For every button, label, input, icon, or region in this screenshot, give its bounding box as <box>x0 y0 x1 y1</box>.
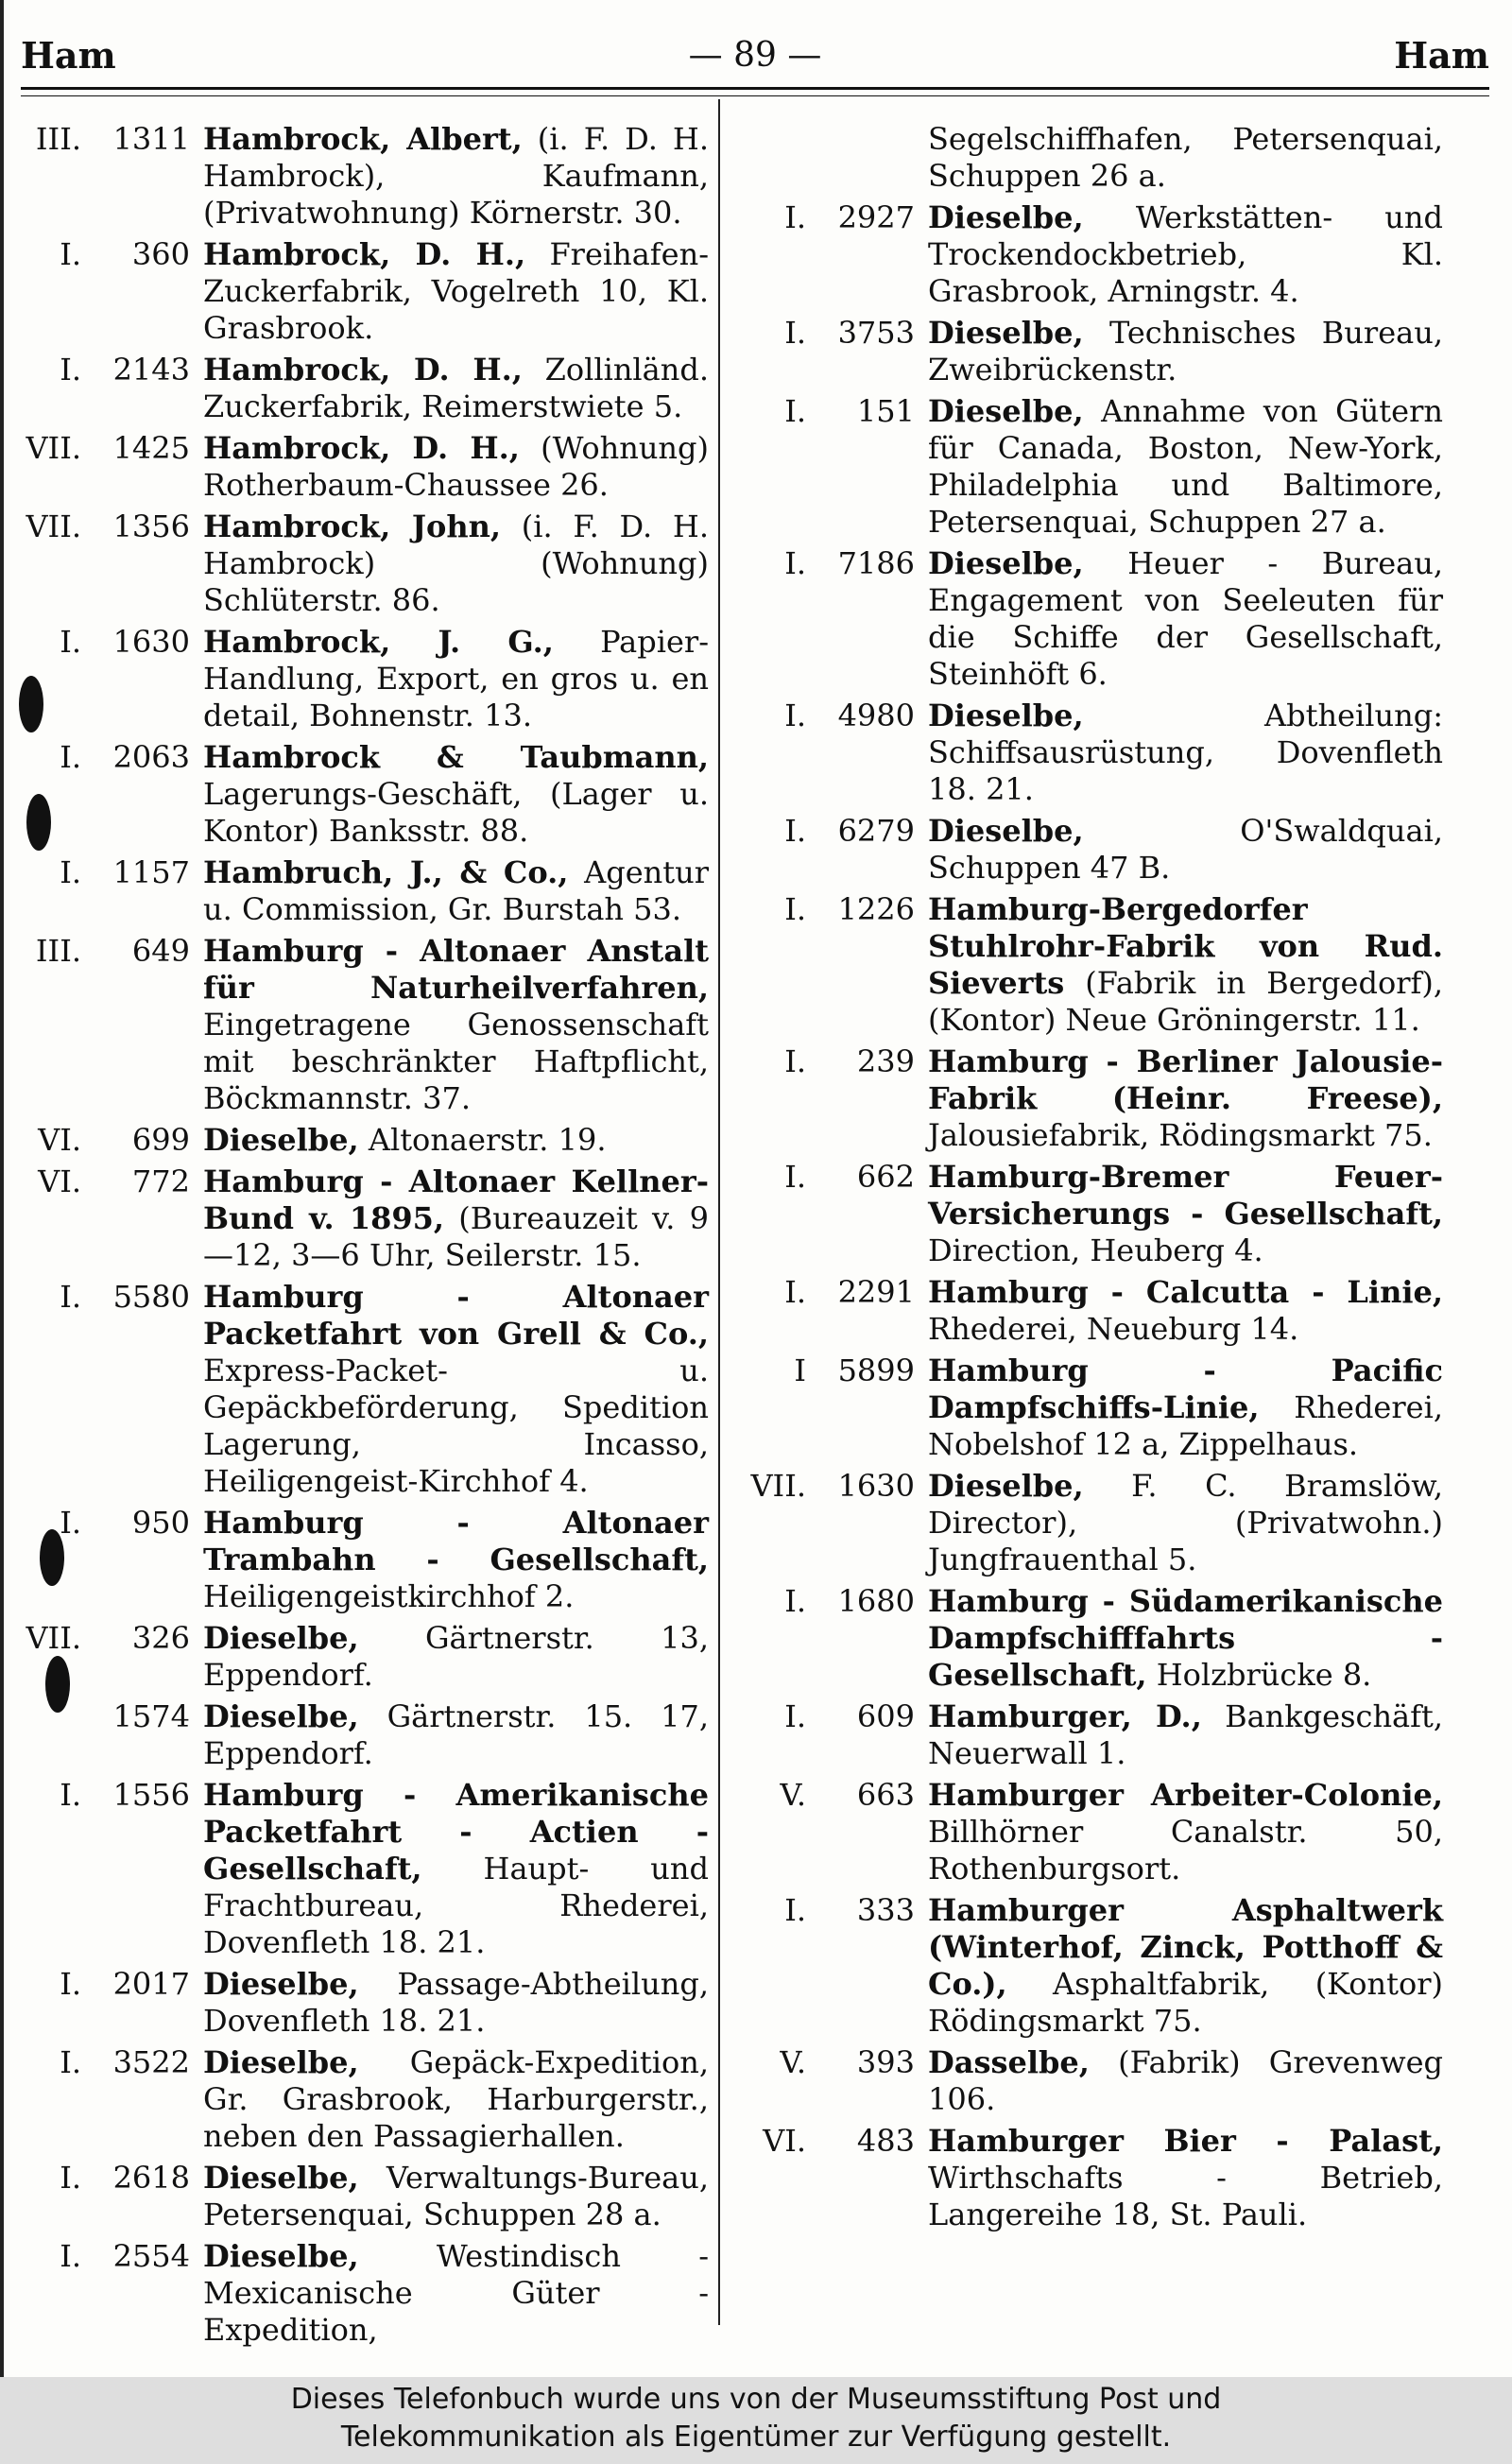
directory-entry <box>17 854 709 928</box>
district-number: I. <box>60 2238 81 2274</box>
entry-text <box>928 121 1443 195</box>
entry-details: (Fabrik in Bergedorf), (Kontor) Neue Gröningerstr. 11. <box>928 965 1443 1038</box>
entry-text <box>203 352 709 425</box>
entry-text <box>203 624 709 734</box>
entry-text <box>203 1122 709 1159</box>
entry-text <box>928 1468 1443 1578</box>
entry-name: Hamburg - Altonaer Trambahn - Gesellschaft, <box>203 1505 709 1577</box>
district-number: I. <box>60 739 81 775</box>
entry-details: (Wohnung) Rotherbaum-Chaussee 26. <box>203 430 710 503</box>
phone-number: 663 <box>856 1777 915 1813</box>
entry-name: Hamburger Asphaltwerk (Winterhof, Zinck, Potthoff & Co.), <box>928 1892 1443 2002</box>
entry-name: Dieselbe, <box>203 1620 359 1656</box>
entry-details: Abtheilung: Schiffsausrüstung, Dovenfleth 18. 21. <box>928 698 1443 807</box>
entry-details: Altonaerstr. 19. <box>358 1122 607 1158</box>
entry-name: Hamburger Arbeiter-Colonie, <box>928 1777 1443 1813</box>
directory-entry <box>17 1505 709 1615</box>
entry-text <box>203 1698 709 1772</box>
entry-name: Dieselbe, <box>928 315 1084 351</box>
entry-name: Hambrock, D. H., <box>203 236 526 272</box>
directory-entry <box>742 1043 1443 1154</box>
footer-line-1: Dieses Telefonbuch wurde uns von der Museumsstiftung Post und <box>290 2383 1222 2416</box>
district-number: I. <box>784 891 806 927</box>
entry-details: Heiligengeistkirchhof 2. <box>203 1578 575 1614</box>
entry-name: Dieselbe, <box>928 1468 1084 1504</box>
entry-name: Dieselbe, <box>928 199 1084 235</box>
footer-line-2: Telekommunikation als Eigentümer zur Verfügung gestellt. <box>340 2421 1172 2454</box>
entry-details: Papier-Handlung, Export, en gros u. en detail, Bohnenstr. 13. <box>203 624 709 733</box>
entry-text <box>203 1163 709 1274</box>
entry-details: Agentur u. Commission, Gr. Burstah 53. <box>203 854 710 927</box>
entry-details: Westindisch - Mexicanische Güter - Expedition, <box>203 2238 709 2348</box>
directory-entry <box>742 813 1443 887</box>
entry-name: Hambrock, John, <box>203 508 502 544</box>
entry-text <box>928 2044 1443 2118</box>
column-separator <box>718 99 720 2325</box>
entry-details: Jalousiefabrik, Rödingsmarkt 75. <box>928 1117 1433 1153</box>
running-head-left: Ham <box>21 33 116 77</box>
district-number: I. <box>784 1583 806 1619</box>
district-number: I. <box>784 315 806 351</box>
entry-text <box>203 854 709 928</box>
entry-text <box>928 891 1443 1039</box>
district-number: I. <box>60 352 81 388</box>
entry-name: Hamburg - Altonaer Packetfahrt von Grell & Co., <box>203 1279 709 1352</box>
entry-name: Hambrock & Taubmann, <box>203 739 709 775</box>
entry-text <box>928 1777 1443 1887</box>
district-number: III. <box>35 933 81 969</box>
directory-entry <box>17 236 709 347</box>
directory-entry <box>17 624 709 734</box>
phone-number: 609 <box>856 1698 915 1734</box>
right-column <box>742 121 1443 2238</box>
entry-text <box>928 1159 1443 1269</box>
entry-name: Hamburg - Südamerikanische Dampfschifffahrts - Gesellschaft, <box>928 1583 1443 1693</box>
phone-number: 151 <box>856 393 915 429</box>
phone-number: 1630 <box>112 624 190 660</box>
district-number: VI. <box>763 2123 806 2159</box>
entry-name: Dieselbe, <box>928 545 1084 581</box>
entry-text <box>203 739 709 850</box>
directory-entry <box>742 2044 1443 2118</box>
entry-details: Holzbrücke 8. <box>1146 1657 1372 1693</box>
entry-details: Haupt- und Frachtbureau, Rhederei, Dovenfleth 18. 21. <box>203 1851 709 1960</box>
entry-name: Hamburger Bier - Palast, <box>928 2123 1443 2159</box>
entry-name: Hamburg - Altonaer Kellner-Bund v. 1895, <box>203 1163 709 1236</box>
entry-name: Hambruch, J., & Co., <box>203 854 569 890</box>
entry-name: Hamburg-Bergedorfer Stuhlrohr-Fabrik von Rud. Sieverts <box>928 891 1443 1001</box>
phone-number: 6279 <box>837 813 915 849</box>
directory-entry <box>17 739 709 850</box>
entry-text <box>928 199 1443 310</box>
district-number: III. <box>35 121 81 157</box>
entry-details: (Bureauzeit v. 9—12, 3—6 Uhr, Seilerstr. 15. <box>203 1200 710 1273</box>
entry-details: Express-Packet- u. Gepäckbeförderung, Spedition Lagerung, Incasso, Heiligengeist-Kirchhof 4. <box>203 1353 709 1499</box>
directory-entry <box>742 1698 1443 1772</box>
district-number: I. <box>784 393 806 429</box>
directory-entry <box>17 1122 709 1159</box>
directory-entry <box>17 1620 709 1694</box>
phone-number: 4980 <box>837 698 915 733</box>
phone-number: 2618 <box>112 2160 190 2196</box>
entry-text <box>203 1966 709 2040</box>
entry-name: Dieselbe, <box>203 2238 359 2274</box>
entry-details: Werkstätten- und Trockendockbetrieb, Kl. Grasbrook, Arningstr. 4. <box>928 199 1443 309</box>
entry-name: Hambrock, J. G., <box>203 624 554 660</box>
entry-name: Hamburg - Altonaer Anstalt für Naturheilverfahren, <box>203 933 709 1006</box>
phone-number: 2291 <box>837 1274 915 1310</box>
entry-name: Hambrock, D. H., <box>203 430 520 466</box>
district-number: VII. <box>26 508 81 544</box>
district-number: I. <box>60 1505 81 1541</box>
directory-entry <box>742 545 1443 693</box>
district-number: VII. <box>26 430 81 466</box>
phone-number: 1574 <box>112 1698 190 1734</box>
directory-entry <box>742 2123 1443 2233</box>
entry-details: Lagerungs-Geschäft, (Lager u. Kontor) Banksstr. 88. <box>203 776 709 849</box>
entry-details: Asphaltfabrik, (Kontor) Rödingsmarkt 75. <box>928 1966 1443 2039</box>
directory-entry <box>742 1159 1443 1269</box>
entry-name: Hambrock, Albert, <box>203 121 523 157</box>
phone-number: 360 <box>131 236 190 272</box>
district-number: I. <box>60 2044 81 2080</box>
district-number: I. <box>784 813 806 849</box>
entry-text <box>928 1043 1443 1154</box>
entry-text <box>203 1620 709 1694</box>
phone-number: 1226 <box>837 891 915 927</box>
phone-number: 950 <box>131 1505 190 1541</box>
district-number: I. <box>784 1274 806 1310</box>
entry-text <box>928 2123 1443 2233</box>
phone-number: 649 <box>131 933 190 969</box>
phone-number: 2063 <box>112 739 190 775</box>
entry-text <box>928 1892 1443 2040</box>
entry-text <box>203 508 709 619</box>
district-number: I. <box>784 545 806 581</box>
entry-details: Freihafen-Zuckerfabrik, Vogelreth 10, Kl. Grasbrook. <box>203 236 709 346</box>
district-number: I. <box>784 1043 806 1079</box>
entry-text <box>928 1353 1443 1463</box>
directory-entry <box>17 1966 709 2040</box>
entry-text <box>203 2238 709 2349</box>
entry-name: Hambrock, D. H., <box>203 352 523 388</box>
entry-details: (i. F. D. H. Hambrock) (Wohnung) Schlüterstr. 86. <box>203 508 710 618</box>
phone-number: 2927 <box>837 199 915 235</box>
entry-details: Direction, Heuberg 4. <box>928 1232 1263 1268</box>
entry-text <box>203 2160 709 2233</box>
entry-text <box>928 315 1443 388</box>
entry-details: O'Swaldquai, Schuppen 47 B. <box>928 813 1443 886</box>
district-number: I. <box>60 854 81 890</box>
phone-number: 1556 <box>112 1777 190 1813</box>
directory-entry <box>17 352 709 425</box>
phone-number: 239 <box>856 1043 915 1079</box>
entry-text <box>928 1583 1443 1694</box>
district-number: I <box>794 1353 806 1388</box>
phone-number: 393 <box>856 2044 915 2080</box>
entry-details: (Fabrik) Grevenweg 106. <box>928 2044 1443 2117</box>
directory-entry <box>17 1279 709 1500</box>
phone-number: 2554 <box>112 2238 190 2274</box>
phone-number: 1157 <box>112 854 190 890</box>
entry-details: Rhederei, Nobelshof 12 a, Zippelhaus. <box>928 1389 1443 1462</box>
entry-name: Dasselbe, <box>928 2044 1090 2080</box>
entry-details: Rhederei, Neueburg 14. <box>928 1311 1299 1347</box>
left-column <box>17 121 709 2353</box>
directory-entry <box>742 891 1443 1039</box>
directory-entry <box>17 2160 709 2233</box>
entry-details: Heuer - Bureau, Engagement von Seeleuten für die Schiffe der Gesellschaft, Steinhöft 6. <box>928 545 1443 692</box>
header-rule <box>21 95 1489 96</box>
entry-text <box>928 545 1443 693</box>
entry-text <box>203 2044 709 2155</box>
phone-number: 326 <box>131 1620 190 1656</box>
phone-number: 483 <box>856 2123 915 2159</box>
entry-text <box>928 1274 1443 1348</box>
entry-name: Dieselbe, <box>203 1122 359 1158</box>
district-number: I. <box>60 2160 81 2196</box>
directory-entry <box>17 1777 709 1961</box>
entry-details: Segelschiffhafen, Petersenquai, Schuppen 26 a. <box>928 121 1443 194</box>
district-number: V. <box>780 1777 806 1813</box>
entry-text <box>203 1279 709 1500</box>
phone-number: 3753 <box>837 315 915 351</box>
directory-entry <box>742 199 1443 310</box>
entry-name: Hamburg - Calcutta - Linie, <box>928 1274 1443 1310</box>
page-number: — 89 — <box>688 35 822 75</box>
district-number: VII. <box>26 1620 81 1656</box>
entry-details: Bankgeschäft, Neuerwall 1. <box>928 1698 1444 1771</box>
district-number: I. <box>60 624 81 660</box>
directory-entry <box>742 393 1443 541</box>
directory-entry <box>742 1274 1443 1348</box>
phone-number: 2143 <box>112 352 190 388</box>
footer-notice <box>0 2377 1512 2464</box>
entry-details: Gärtnerstr. 13, Eppendorf. <box>203 1620 709 1693</box>
entry-text <box>928 698 1443 808</box>
phone-number: 662 <box>856 1159 915 1195</box>
phone-number: 1356 <box>112 508 190 544</box>
directory-entry <box>17 1163 709 1274</box>
entry-details: Eingetragene Genossenschaft mit beschränkter Haftpflicht, Böckmannstr. 37. <box>203 1007 709 1116</box>
entry-details: Passage-Abtheilung, Dovenfleth 18. 21. <box>203 1966 709 2039</box>
page-header <box>21 26 1489 83</box>
directory-entry <box>17 2044 709 2155</box>
district-number: I. <box>784 199 806 235</box>
phone-number: 3522 <box>112 2044 190 2080</box>
district-number: I. <box>60 1279 81 1315</box>
entry-details: Annahme von Gütern für Canada, Boston, New-York, Philadelphia und Baltimore, Petersenquai, Schuppen 27 a. <box>928 393 1443 540</box>
entry-name: Hamburg - Amerikanische Packetfahrt - Actien - Gesellschaft, <box>203 1777 709 1887</box>
entry-name: Hamburg - Berliner Jalousie-Fabrik (Heinr. Freese), <box>928 1043 1443 1116</box>
district-number: I. <box>784 1159 806 1195</box>
entry-details: Technisches Bureau, Zweibrückenstr. <box>928 315 1443 388</box>
entry-name: Hamburger, D., <box>928 1698 1202 1734</box>
directory-entry <box>742 1353 1443 1463</box>
entry-details: Gärtnerstr. 15. 17, Eppendorf. <box>203 1698 709 1771</box>
entry-text <box>203 236 709 347</box>
district-number: VII. <box>750 1468 806 1504</box>
district-number: V. <box>780 2044 806 2080</box>
phone-number: 1630 <box>837 1468 915 1504</box>
district-number: VI. <box>38 1163 81 1199</box>
phone-number: 2017 <box>112 1966 190 2002</box>
district-number: I. <box>784 698 806 733</box>
entry-text <box>928 813 1443 887</box>
entry-details: Billhörner Canalstr. 50, Rothenburgsort. <box>928 1814 1443 1887</box>
phone-number: 699 <box>131 1122 190 1158</box>
entry-details: Gepäck-Expedition, Gr. Grasbrook, Harburgerstr., neben den Passagierhallen. <box>203 2044 709 2154</box>
entry-details: F. C. Bramslöw, Director), (Privatwohn.) Jungfrauenthal 5. <box>928 1468 1443 1577</box>
district-number: I. <box>60 236 81 272</box>
district-number: I. <box>784 1698 806 1734</box>
phone-number: 772 <box>131 1163 190 1199</box>
phone-number: 5899 <box>837 1353 915 1388</box>
phone-number: 5580 <box>112 1279 190 1315</box>
directory-entry <box>742 698 1443 808</box>
entry-name: Hamburg-Bremer Feuer-Versicherungs - Gesellschaft, <box>928 1159 1443 1232</box>
entry-text <box>203 430 709 504</box>
phone-number: 7186 <box>837 545 915 581</box>
entry-text <box>203 1505 709 1615</box>
directory-entry <box>742 1892 1443 2040</box>
entry-name: Dieselbe, <box>928 813 1084 849</box>
entry-text <box>203 933 709 1117</box>
entry-details: Verwaltungs-Bureau, Petersenquai, Schuppen 28 a. <box>203 2160 709 2232</box>
entry-text <box>203 121 709 232</box>
entry-details: (i. F. D. H. Hambrock), Kaufmann, (Privatwohnung) Körnerstr. 30. <box>203 121 710 231</box>
directory-entry <box>17 430 709 504</box>
directory-entry <box>17 121 709 232</box>
phone-number: 1311 <box>112 121 190 157</box>
entry-text <box>928 393 1443 541</box>
entry-details: Wirthschafts - Betrieb, Langereihe 18, St. Pauli. <box>928 2160 1443 2232</box>
entry-text <box>928 1698 1443 1772</box>
phone-number: 333 <box>856 1892 915 1928</box>
directory-entry <box>17 508 709 619</box>
entry-name: Hamburg - Pacific Dampfschiffs-Linie, <box>928 1353 1443 1425</box>
phone-number: 1425 <box>112 430 190 466</box>
directory-entry <box>17 933 709 1117</box>
district-number: VI. <box>38 1122 81 1158</box>
entry-name: Dieselbe, <box>203 2160 359 2196</box>
district-number: I. <box>784 1892 806 1928</box>
directory-entry <box>17 2238 709 2349</box>
entry-name: Dieselbe, <box>928 698 1084 733</box>
district-number: I. <box>60 1777 81 1813</box>
directory-entry <box>17 1698 709 1772</box>
directory-entry <box>742 1583 1443 1694</box>
entry-name: Dieselbe, <box>203 1966 359 2002</box>
entry-name: Dieselbe, <box>928 393 1084 429</box>
entry-name: Dieselbe, <box>203 1698 359 1734</box>
entry-details: Zollinländ. Zuckerfabrik, Reimerstwiete 5. <box>203 352 709 424</box>
entry-text <box>203 1777 709 1961</box>
directory-entry <box>742 1468 1443 1578</box>
entry-name: Dieselbe, <box>203 2044 359 2080</box>
directory-entry <box>742 1777 1443 1887</box>
directory-entry <box>742 315 1443 388</box>
binding-edge <box>0 0 4 2377</box>
district-number: I. <box>60 1966 81 2002</box>
running-head-right: Ham <box>1394 33 1489 77</box>
directory-entry <box>742 121 1443 195</box>
phone-number: 1680 <box>837 1583 915 1619</box>
header-rule <box>21 87 1489 90</box>
